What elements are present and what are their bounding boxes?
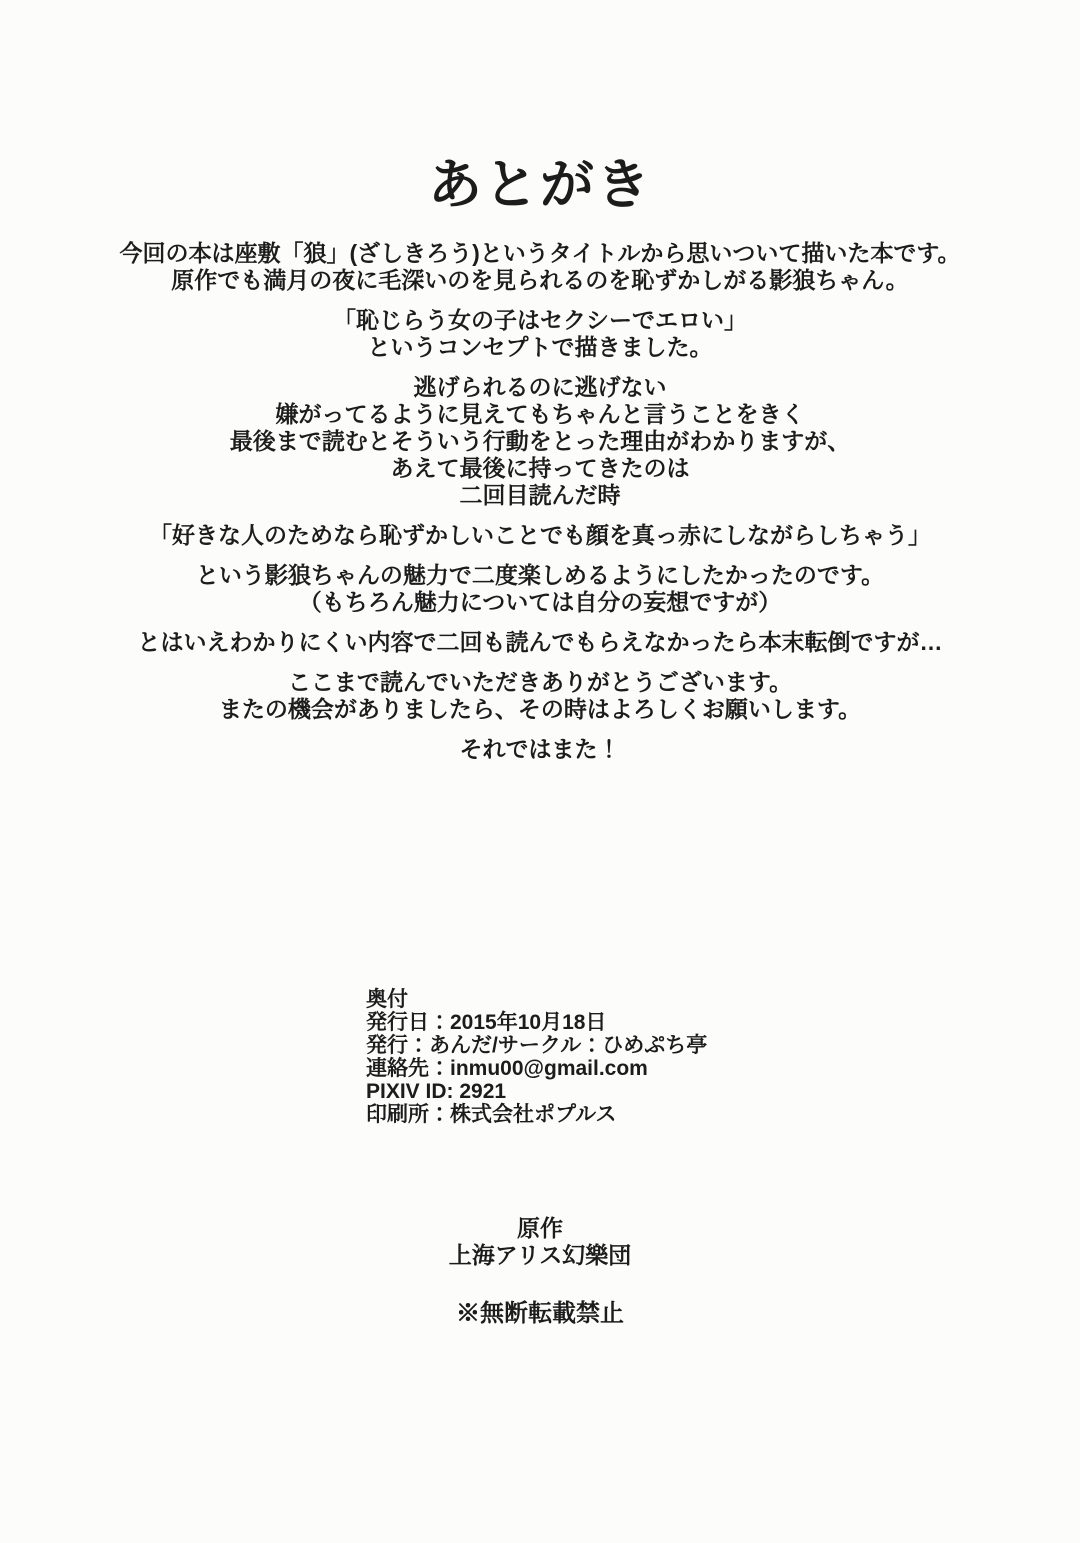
paragraph-caveat — [0, 629, 1080, 656]
colophon-publisher-circle: 発行：あんだ/サークル：ひめぷち亭 — [366, 1034, 708, 1057]
reprint-prohibition-notice: ※無断転載禁止 — [456, 1300, 624, 1327]
paragraph-behavior — [0, 374, 1080, 509]
text-line: という影狼ちゃんの魅力で二度楽しめるようにしたかったのです。 — [195, 562, 885, 588]
text-line: 二回目読んだ時 — [459, 482, 621, 508]
text-line: 「好きな人のためなら恥ずかしいことでも顔を真っ赤にしながらしちゃう」 — [149, 522, 931, 548]
text-line: それではまた！ — [459, 736, 621, 762]
original-work-credit — [0, 1215, 1080, 1269]
paragraph-concept — [0, 307, 1080, 361]
text-line: ここまで読んでいただきありがとうございます。 — [287, 669, 793, 695]
page-title: あとがき — [428, 155, 652, 215]
text-line: 最後まで読むとそういう行動をとった理由がわかりますが、 — [229, 428, 851, 454]
colophon-printer: 印刷所：株式会社ポプルス — [366, 1103, 617, 1126]
paragraph-thanks — [0, 669, 1080, 723]
paragraph-intro — [0, 240, 1080, 294]
text-line: 嫌がってるように見えてもちゃんと言うことをきく — [275, 401, 805, 427]
text-line: またの機会がありましたら、その時はよろしくお願いします。 — [218, 696, 862, 722]
colophon-publish-date: 発行日：2015年10月18日 — [366, 1011, 607, 1034]
text-line: 「恥じらう女の子はセクシーでエロい」 — [333, 307, 747, 333]
credit-label: 原作 — [517, 1215, 563, 1241]
text-line: あえて最後に持ってきたのは — [390, 455, 690, 481]
colophon-heading: 奥付 — [366, 988, 408, 1011]
afterword-body — [0, 240, 1080, 763]
paragraph-charm — [0, 562, 1080, 616]
credit-name: 上海アリス幻樂団 — [448, 1242, 632, 1268]
text-line: （もちろん魅力については自分の妄想ですが） — [298, 589, 782, 615]
text-line: 逃げられるのに逃げない — [413, 374, 667, 400]
colophon-contact-email: 連絡先：inmu00@gmail.com — [366, 1057, 648, 1080]
text-line: 今回の本は座敷「狼」(ざしきろう)というタイトルから思いついて描いた本です。 — [119, 240, 961, 266]
text-line: 原作でも満月の夜に毛深いのを見られるのを恥ずかしがる影狼ちゃん。 — [171, 267, 909, 293]
colophon-pixiv-id: PIXIV ID: 2921 — [366, 1080, 507, 1103]
colophon — [0, 988, 1080, 1126]
text-line: とはいえわかりにくい内容で二回も読んでもらえなかったら本末転倒ですが… — [137, 629, 943, 655]
paragraph-quote — [0, 522, 1080, 549]
text-line: というコンセプトで描きました。 — [367, 334, 713, 360]
paragraph-farewell — [0, 736, 1080, 763]
